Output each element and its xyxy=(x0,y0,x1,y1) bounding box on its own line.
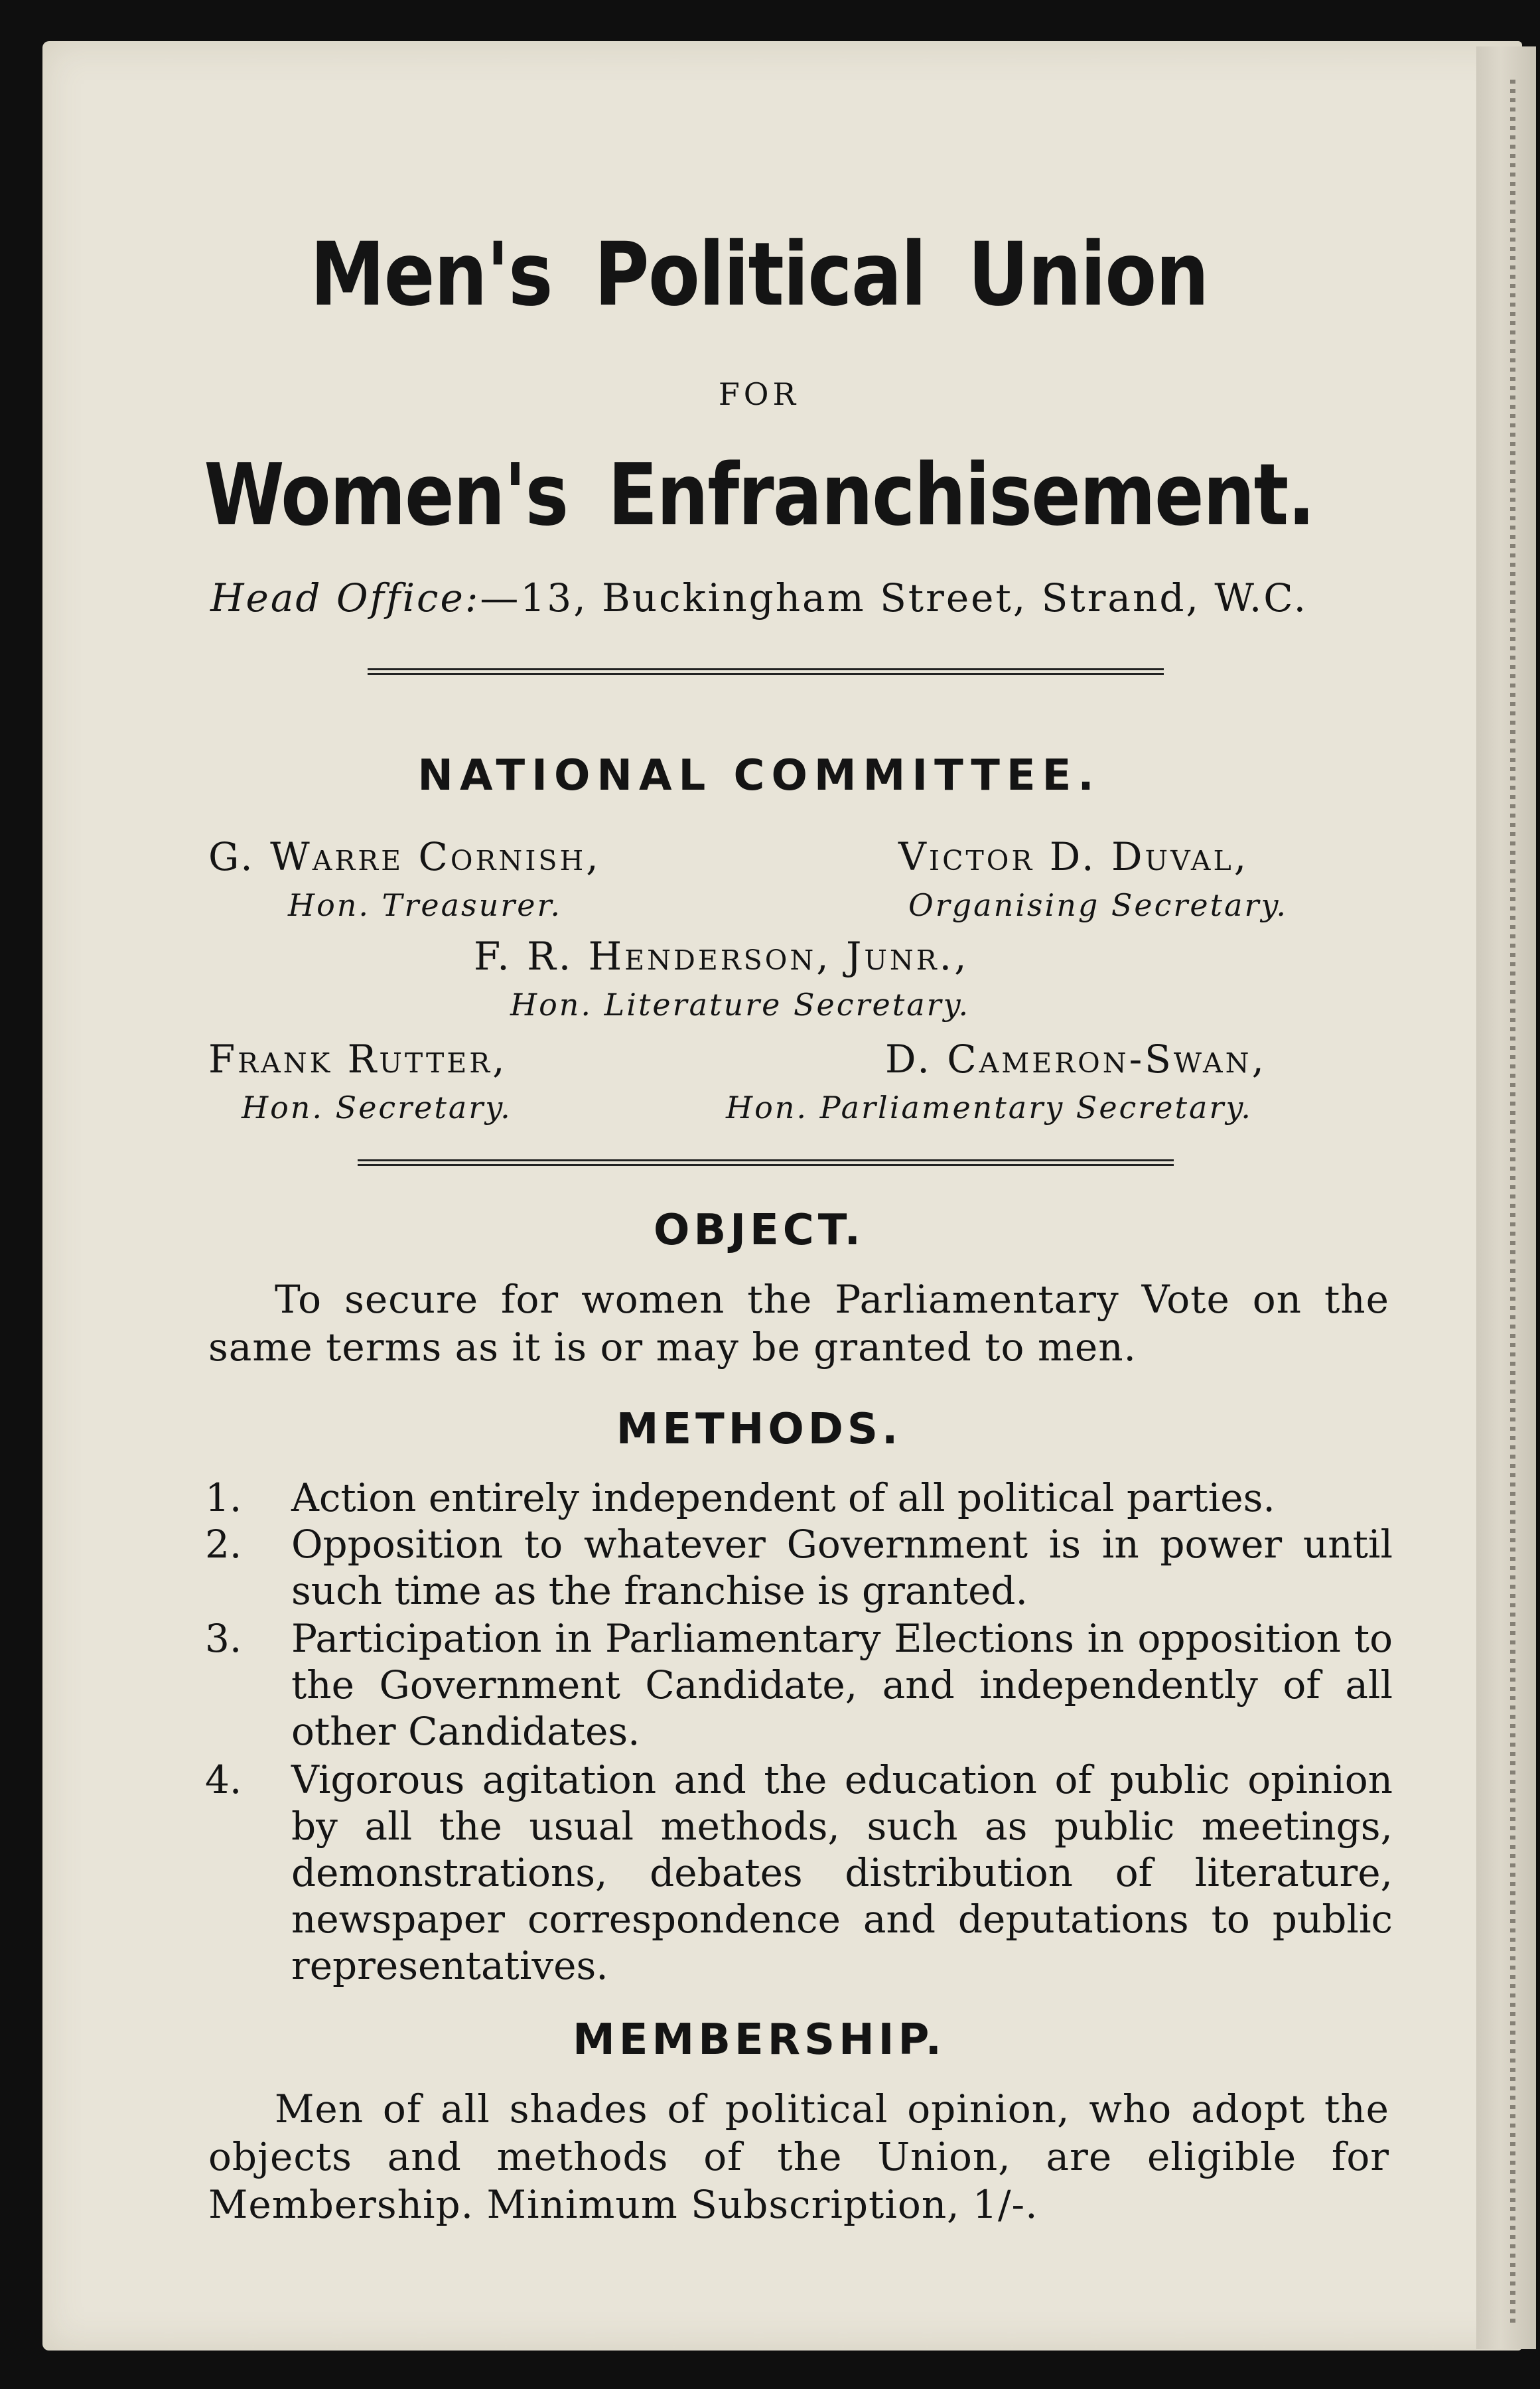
member-role: Hon. Secretary. xyxy=(242,1090,512,1125)
method-text: Participation in Parliamentary Elections in opposition to the Government Candidate, and independently of all other Candidates. xyxy=(291,1616,1393,1754)
page-fold xyxy=(1476,46,1536,2349)
member-name: F. R. Henderson, Junr., xyxy=(474,934,969,979)
binding-stitch xyxy=(1510,80,1515,2323)
method-item xyxy=(205,1757,1393,1989)
member-name: Victor D. Duval, xyxy=(898,834,1249,879)
member-role: Hon. Parliamentary Secretary. xyxy=(726,1090,1253,1125)
object-text xyxy=(208,1275,1389,1371)
head-office-line xyxy=(42,575,1476,620)
head-office-address: —13, Buckingham Street, Strand, W.C. xyxy=(480,575,1308,620)
method-text: Opposition to whatever Government is in power until such time as the franchise is granted. xyxy=(291,1522,1393,1613)
method-number: 1. xyxy=(205,1475,242,1520)
head-office-label: Head Office: xyxy=(210,575,480,620)
divider-rule xyxy=(358,1159,1174,1166)
committee-heading: NATIONAL COMMITTEE. xyxy=(417,751,1101,800)
method-number: 3. xyxy=(205,1616,242,1661)
method-text: Action entirely independent of all political parties. xyxy=(291,1475,1275,1520)
methods-heading: METHODS. xyxy=(616,1405,902,1454)
method-number: 4. xyxy=(205,1757,242,1802)
method-item xyxy=(205,1475,1393,1521)
membership-text-body: Men of all shades of political opinion, who adopt the objects and methods of the Union, are eligible for Membership. Minimum Subscription, 1/-. xyxy=(208,2086,1389,2227)
object-heading: OBJECT. xyxy=(654,1206,865,1255)
membership-text xyxy=(208,2085,1389,2228)
member-name: Frank Rutter, xyxy=(208,1037,508,1082)
member-role: Hon. Literature Secretary. xyxy=(510,987,971,1023)
method-number: 2. xyxy=(205,1522,242,1567)
member-name: D. Cameron-Swan, xyxy=(885,1037,1267,1082)
member-role: Organising Secretary. xyxy=(908,887,1289,923)
divider-rule xyxy=(368,668,1164,675)
member-name: G. Warre Cornish, xyxy=(208,834,601,879)
object-text-body: To secure for women the Parliamentary Vote on the same terms as it is or may be granted to men. xyxy=(208,1277,1389,1370)
member-role: Hon. Treasurer. xyxy=(288,887,562,923)
leaflet-content xyxy=(42,41,1476,2351)
method-item xyxy=(205,1615,1393,1755)
method-item xyxy=(205,1521,1393,1614)
method-text: Vigorous agitation and the education of public opinion by all the usual methods, such as public meetings, demonstrations, debates distribution of literature, newspaper correspondence and deputations to public representatives. xyxy=(291,1757,1393,1988)
leaflet-title: Men's Political Union xyxy=(310,224,1208,326)
leaflet-subtitle: Women's Enfranchisement. xyxy=(204,446,1314,545)
membership-heading: MEMBERSHIP. xyxy=(573,2015,945,2064)
title-connector: FOR xyxy=(718,376,800,412)
